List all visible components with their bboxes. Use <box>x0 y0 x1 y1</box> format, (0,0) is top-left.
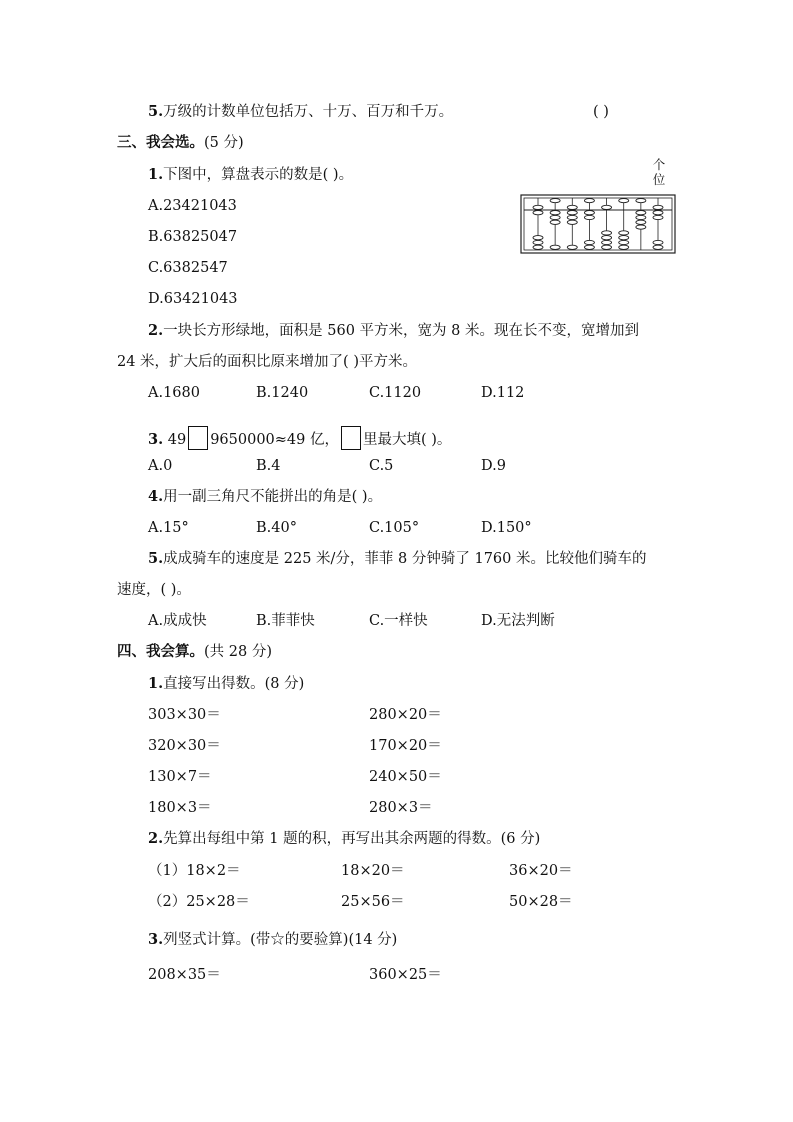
calc-item[interactable]: 320×30＝ <box>148 738 221 754</box>
abacus-bead <box>567 205 577 209</box>
abacus-bead <box>533 240 543 244</box>
option-a[interactable]: A.23421043 <box>148 198 237 214</box>
abacus-bead <box>584 199 594 203</box>
question-number: 5. <box>148 550 164 567</box>
ones-place-label: 个位 <box>652 157 666 187</box>
option-a[interactable]: A.15° <box>148 520 189 536</box>
section-3-heading <box>117 133 244 153</box>
question-number: 5. <box>148 103 164 120</box>
option-d[interactable]: D.9 <box>481 458 506 474</box>
section-score: (5 分) <box>204 135 244 151</box>
abacus-bead <box>533 205 543 209</box>
abacus-bead <box>567 245 577 249</box>
answer-parentheses[interactable]: ( ) <box>593 104 609 120</box>
s3q2-line1 <box>148 321 639 341</box>
calc-item[interactable]: 280×3＝ <box>369 800 433 816</box>
s3q1-stem <box>148 165 353 185</box>
option-c[interactable]: C.1120 <box>369 385 422 401</box>
abacus-bead <box>584 240 594 244</box>
question-number: 1. <box>148 166 164 183</box>
abacus-figure <box>520 194 676 254</box>
question-text: 列竖式计算。(带☆的要验算)(14 分) <box>163 932 398 948</box>
abacus-bead <box>533 245 543 249</box>
calc-item[interactable]: 130×7＝ <box>148 769 212 785</box>
question-number: 4. <box>148 488 164 505</box>
abacus-bead <box>550 199 560 203</box>
abacus-bead <box>550 211 560 215</box>
calc-item[interactable]: 25×56＝ <box>341 894 405 910</box>
question-number: 2. <box>148 322 164 339</box>
abacus-bead <box>619 199 629 203</box>
option-b[interactable]: B.40° <box>256 520 297 536</box>
abacus-bead <box>533 236 543 240</box>
question-text[interactable]: 用一副三角尺不能拼出的角是( )。 <box>163 489 383 505</box>
option-b[interactable]: B.4 <box>256 458 281 474</box>
calc-item[interactable]: 180×3＝ <box>148 800 212 816</box>
number-prefix: 49 <box>163 432 187 448</box>
q5-judgement <box>148 102 453 122</box>
s3q5-line2[interactable]: 速度，( )。 <box>117 582 191 598</box>
blank-box[interactable] <box>341 426 361 450</box>
question-number: 1. <box>148 675 164 692</box>
abacus-bead <box>584 215 594 219</box>
abacus-bead <box>636 215 646 219</box>
calc-item[interactable]: （1）18×2＝ <box>148 863 241 879</box>
calc-item[interactable]: （2）25×28＝ <box>148 894 250 910</box>
question-number: 3. <box>148 431 164 448</box>
abacus-bead <box>602 205 612 209</box>
option-b[interactable]: B.1240 <box>256 385 309 401</box>
abacus-bead <box>653 240 663 244</box>
question-text: 直接写出得数。(8 分) <box>163 676 305 692</box>
calc-item[interactable]: 50×28＝ <box>509 894 573 910</box>
s4q1-stem <box>148 674 304 694</box>
question-number: 3. <box>148 931 164 948</box>
s4q2-stem <box>148 829 540 849</box>
abacus-bead <box>653 245 663 249</box>
abacus-inner-frame <box>524 198 672 250</box>
option-c[interactable]: C.6382547 <box>148 260 228 276</box>
abacus-bead <box>653 215 663 219</box>
question-text: 万级的计数单位包括万、十万、百万和千万。 <box>163 104 454 120</box>
option-d[interactable]: D.150° <box>481 520 532 536</box>
section-title: 四、我会算。 <box>117 643 204 660</box>
option-b[interactable]: B.菲菲快 <box>256 613 315 629</box>
option-a[interactable]: A.1680 <box>148 385 200 401</box>
calc-item[interactable]: 36×20＝ <box>509 863 573 879</box>
abacus-bead <box>636 220 646 224</box>
abacus-bead <box>619 240 629 244</box>
section-title: 三、我会选。 <box>117 134 204 151</box>
abacus-bead <box>567 211 577 215</box>
calc-item[interactable]: 208×35＝ <box>148 967 221 983</box>
question-text: 一块长方形绿地，面积是 560 平方米，宽为 8 米。现在长不变，宽增加到 <box>163 323 639 339</box>
abacus-bead <box>567 220 577 224</box>
s3q2-line2[interactable]: 24 米，扩大后的面积比原来增加了( )平方米。 <box>117 354 417 370</box>
calc-item[interactable]: 303×30＝ <box>148 707 221 723</box>
abacus-bead <box>636 225 646 229</box>
option-d[interactable]: D.无法判断 <box>481 613 555 629</box>
abacus-bead <box>550 215 560 219</box>
option-c[interactable]: C.一样快 <box>369 613 428 629</box>
abacus-bead <box>653 205 663 209</box>
question-text: 成成骑车的速度是 225 米/分，菲菲 8 分钟骑了 1760 米。比较他们骑车的 <box>163 551 647 567</box>
section-score: (共 28 分) <box>204 644 272 660</box>
calc-item[interactable]: 280×20＝ <box>369 707 442 723</box>
option-c[interactable]: C.5 <box>369 458 394 474</box>
option-c[interactable]: C.105° <box>369 520 420 536</box>
question-text: 先算出每组中第 1 题的积，再写出其余两题的得数。(6 分) <box>163 831 541 847</box>
option-a[interactable]: A.0 <box>148 458 173 474</box>
abacus-bead <box>550 220 560 224</box>
abacus-bead <box>584 245 594 249</box>
option-b[interactable]: B.63825047 <box>148 229 238 245</box>
question-number: 2. <box>148 830 164 847</box>
abacus-bead <box>550 245 560 249</box>
calc-item[interactable]: 18×20＝ <box>341 863 405 879</box>
calc-item[interactable]: 170×20＝ <box>369 738 442 754</box>
abacus-frame <box>521 195 675 253</box>
abacus-bead <box>533 211 543 215</box>
s3q3-stem <box>148 426 451 450</box>
calc-item[interactable]: 240×50＝ <box>369 769 442 785</box>
s3q4-stem <box>148 487 382 507</box>
abacus-bead <box>584 211 594 215</box>
blank-box[interactable] <box>188 426 208 450</box>
s4q3-stem <box>148 930 397 950</box>
abacus-bead <box>619 245 629 249</box>
question-text: 里最大填( )。 <box>363 432 452 448</box>
option-d[interactable]: D.63421043 <box>148 291 238 307</box>
abacus-bead <box>619 231 629 235</box>
option-a[interactable]: A.成成快 <box>148 613 207 629</box>
calc-item[interactable]: 360×25＝ <box>369 967 442 983</box>
option-d[interactable]: D.112 <box>481 385 525 401</box>
section-4-heading <box>117 642 272 662</box>
number-suffix: 9650000≈49 亿， <box>210 432 339 448</box>
abacus-bead <box>619 236 629 240</box>
abacus-bead <box>602 231 612 235</box>
abacus-bead <box>567 215 577 219</box>
abacus-bead <box>602 240 612 244</box>
s3q5-line1 <box>148 549 646 569</box>
abacus-bead <box>636 211 646 215</box>
abacus-bead <box>602 236 612 240</box>
abacus-bead <box>636 199 646 203</box>
abacus-bead <box>602 245 612 249</box>
abacus-bead <box>653 211 663 215</box>
question-text[interactable]: 下图中，算盘表示的数是( )。 <box>163 167 354 183</box>
